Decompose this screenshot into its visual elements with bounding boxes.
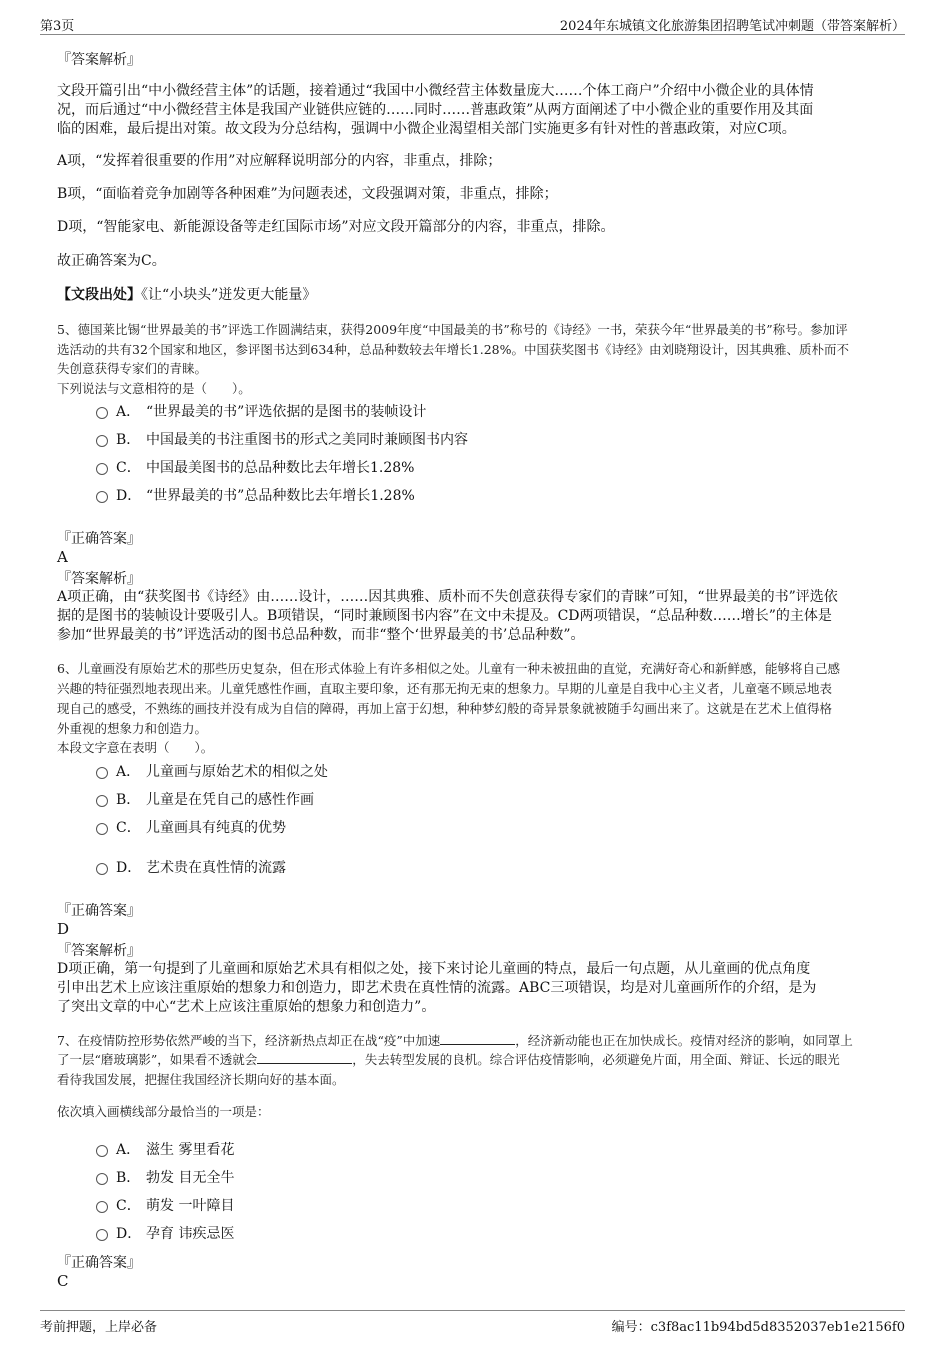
q5-stem-line-1: 5、德国莱比锡“世界最美的书”评选工作圆满结束，获得2009年度“中国最美的书”称号的《诗经》一书，荣获今年“世界最美的书”称号。参加评 (57, 322, 848, 337)
q6-analysis-line-2: 引申出艺术上应该注重原始的想象力和创造力，即艺术贵在真性情的流露。ABC三项错误，均是对儿童画所作的介绍，是为 (57, 980, 817, 996)
fill-blank-1 (440, 1032, 515, 1045)
q5-option-a[interactable]: A． “世界最美的书”评选依据的是图书的装帧设计 (96, 402, 796, 422)
q6-stem-line-4: 外重视的想象力和创造力。 (57, 721, 208, 736)
q5-analysis-title: 『答案解析』 (57, 571, 141, 587)
q4-analysis-line-1: 文段开篇引出“中小微经营主体”的话题，接着通过“我国中小微经营主体数量庞大……个体工商户”介绍中小微企业的具体情 (57, 83, 814, 99)
q4-option-b-note: B项，“面临着竞争加剧等各种困难”为问题表述，文段强调对策，非重点，排除； (57, 186, 558, 202)
q4-source-text: 《让“小块头”迸发更大能量》 (141, 287, 317, 303)
q7-question: 依次填入画横线部分最恰当的一项是： (57, 1104, 270, 1119)
q5-analysis-line-2: 据的是图书的装帧设计要吸引人。B项错误，“同时兼顾图书内容”在文中未提及。CD两项错误，“总品种数……增长”的主体是 (57, 608, 832, 624)
q4-source-label: 【文段出处】 (57, 287, 141, 303)
q7-answer: C (57, 1272, 69, 1290)
radio-icon[interactable] (96, 767, 108, 779)
q7-stem-line-1: 7、在疫情防控形势依然严峻的当下，经济新热点却正在战“疫”中加速 ，经济新动能也正在加快成长。疫情对经济的影响，如同罩上 (57, 1033, 853, 1048)
radio-icon[interactable] (96, 463, 108, 475)
radio-icon[interactable] (96, 823, 108, 835)
radio-icon[interactable] (96, 863, 108, 875)
q6-answer-title: 『正确答案』 (57, 903, 141, 919)
q5-stem-line-2: 选活动的共有32个国家和地区，参评图书达到634种，总品种数较去年增长1.28%。中国获奖图书《诗经》由刘晓翔设计，因其典雅、质朴而不 (57, 342, 849, 357)
fill-blank-2 (257, 1051, 352, 1064)
radio-icon[interactable] (96, 491, 108, 503)
footer-slogan: 考前押题，上岸必备 (40, 1320, 158, 1335)
q7-option-a[interactable]: A． 滋生 雾里看花 (96, 1140, 796, 1160)
q6-analysis-title: 『答案解析』 (57, 943, 141, 959)
q7-stem-line-3: 看待我国发展，把握住我国经济长期向好的基本面。 (57, 1072, 345, 1087)
q6-option-d[interactable]: D． 艺术贵在真性情的流露 (96, 858, 796, 878)
q4-analysis-line-3: 临的困难，最后提出对策。故文段为分总结构，强调中小微企业渴望相关部门实施更多有针对性的普惠政策，对应C项。 (57, 121, 796, 137)
page-header (40, 12, 905, 35)
q5-question: 下列说法与文意相符的是（ ）。 (57, 381, 251, 396)
q5-option-c[interactable]: C． 中国最美图书的总品种数比去年增长1.28% (96, 458, 796, 478)
q4-option-d-note: D项，“智能家电、新能源设备等走红国际市场”对应文段开篇部分的内容，非重点，排除。 (57, 219, 615, 235)
page-number: 第3页 (40, 19, 75, 34)
q6-stem-line-2: 兴趣的特征强烈地表现出来。儿童凭感性作画，直取主要印象，还有那无拘无束的想象力。早期的儿童是自我中心主义者，儿童毫不顾忌地表 (57, 681, 833, 696)
q6-option-c[interactable]: C． 儿童画具有纯真的优势 (96, 818, 796, 838)
q6-analysis-line-3: 了突出文章的中心“艺术上应该注重原始的想象力和创造力”。 (57, 999, 436, 1015)
q7-stem-line-2: 了一层“磨玻璃影”，如果看不透就会 ，失去转型发展的良机。综合评估疫情影响，必须避免片面，用全面、辩证、长远的眼光 (57, 1052, 840, 1067)
q5-analysis-line-3: 参加“世界最美的书”评选活动的图书总品种数，而非“整个‘世界最美的书’总品种数”。 (57, 627, 585, 643)
q5-answer: A (57, 548, 68, 566)
q6-analysis-line-1: D项正确，第一句提到了儿童画和原始艺术具有相似之处，接下来讨论儿童画的特点，最后一句点题，从儿童画的优点角度 (57, 961, 811, 977)
q7-answer-title: 『正确答案』 (57, 1255, 141, 1271)
radio-icon[interactable] (96, 795, 108, 807)
q4-option-a-note: A项，“发挥着很重要的作用”对应解释说明部分的内容，非重点，排除； (57, 153, 502, 169)
q5-option-b[interactable]: B． 中国最美的书注重图书的形式之美同时兼顾图书内容 (96, 430, 796, 450)
q5-analysis-line-1: A项正确，由“获奖图书《诗经》由……设计，……因其典雅、质朴而不失创意获得专家们的青睐”可知，“世界最美的书”评选依 (57, 589, 838, 605)
radio-icon[interactable] (96, 1201, 108, 1213)
radio-icon[interactable] (96, 1145, 108, 1157)
q4-analysis-title: 『答案解析』 (57, 52, 141, 68)
q6-option-b[interactable]: B． 儿童是在凭自己的感性作画 (96, 790, 796, 810)
radio-icon[interactable] (96, 1173, 108, 1185)
page-footer (40, 1310, 905, 1335)
q6-stem-line-1: 6、儿童画没有原始艺术的那些历史复杂，但在形式体验上有许多相似之处。儿童有一种未被扭曲的直觉，充满好奇心和新鲜感，能够将自己感 (57, 661, 840, 676)
q5-stem-line-3: 失创意获得专家们的青睐。 (57, 361, 208, 376)
document-id: 编号：c3f8ac11b94bd5d8352037eb1e2156f0 (611, 1320, 905, 1335)
radio-icon[interactable] (96, 1229, 108, 1241)
q6-stem-line-3: 现自己的感受，不熟练的画技并没有成为自信的障碍，再加上富于幻想，种种梦幻般的奇异景象就被随手勾画出来了。这就是在艺术上值得格 (57, 701, 833, 716)
q4-conclusion: 故正确答案为C。 (57, 253, 166, 269)
document-title: 2024年东城镇文化旅游集团招聘笔试冲刺题（带答案解析） (559, 19, 905, 34)
q6-question: 本段文字意在表明（ ）。 (57, 740, 214, 755)
q7-option-b[interactable]: B． 勃发 目无全牛 (96, 1168, 796, 1188)
radio-icon[interactable] (96, 407, 108, 419)
q7-option-d[interactable]: D． 孕育 讳疾忌医 (96, 1224, 796, 1244)
q6-option-a[interactable]: A． 儿童画与原始艺术的相似之处 (96, 762, 796, 782)
q6-answer: D (57, 920, 70, 938)
q7-option-c[interactable]: C． 萌发 一叶障目 (96, 1196, 796, 1216)
radio-icon[interactable] (96, 435, 108, 447)
q4-source (57, 285, 897, 306)
q4-analysis-line-2: 况，而后通过“中小微经营主体是我国产业链供应链的……同时……普惠政策”从两方面阐述了中小微企业的重要作用及其面 (57, 102, 814, 118)
q5-option-d[interactable]: D． “世界最美的书”总品种数比去年增长1.28% (96, 486, 796, 506)
q5-answer-title: 『正确答案』 (57, 531, 141, 547)
